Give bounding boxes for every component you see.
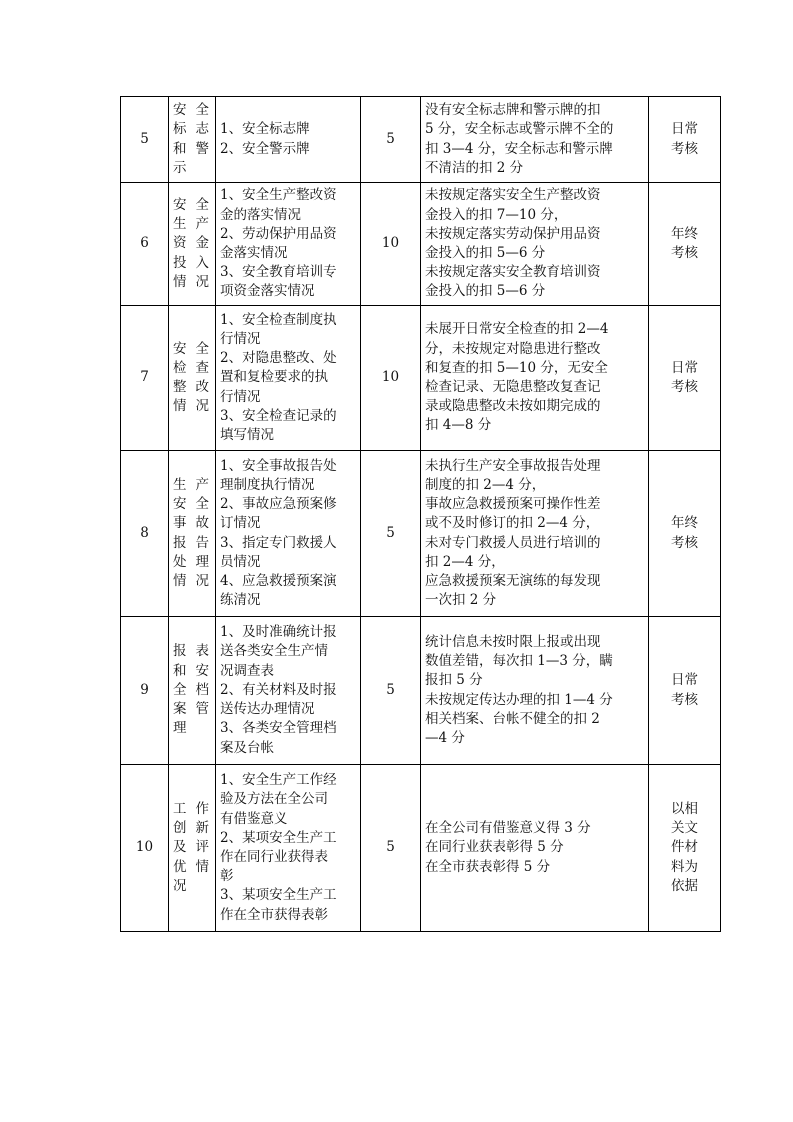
scoring-table [120, 96, 721, 932]
deduction-rule: 未按规定落实安全生产整改资 金投入的扣 7—10 分， 未按规定落实劳动保护用品资 金投入的扣 5—6 分 未按规定落实安全教育培训资 金投入的扣 5—6 分 [421, 183, 649, 306]
assessment-content: 1、安全检查制度执 行情况 2、对隐患整改、处 置和复检要求的执 行情况 3、安全检查记录的 填写情况 [216, 306, 361, 451]
assessment-method: 年终 考核 [649, 451, 721, 617]
assessment-content: 1、安全生产整改资 金的落实情况 2、劳动保护用品资 金落实情况 3、安全教育培训专 项资金落实情况 [216, 183, 361, 306]
assessment-content: 1、安全标志牌 2、安全警示牌 [216, 97, 361, 183]
score-value: 10 [361, 306, 421, 451]
assessment-method: 年终 考核 [649, 183, 721, 306]
assessment-item: 安全 标志 和警 示 [169, 97, 216, 183]
assessment-item: 工作 创新 及评 优情 况 [169, 765, 216, 932]
table-row [121, 765, 721, 932]
deduction-rule: 未执行生产安全事故报告处理 制度的扣 2—4 分， 事故应急救援预案可操作性差 或不及时修订的扣 2—4 分， 未对专门救援人员进行培训的 扣 2—4 分， 应急救援预案无演练的每发现 一次扣 2 分 [421, 451, 649, 617]
score-value: 10 [361, 183, 421, 306]
table-row [121, 617, 721, 765]
deduction-rule: 没有安全标志牌和警示牌的扣 5 分，安全标志或警示牌不全的 扣 3—4 分，安全标志和警示牌 不清洁的扣 2 分 [421, 97, 649, 183]
deduction-rule: 未展开日常安全检查的扣 2—4 分，未按规定对隐患进行整改 和复查的扣 5—10 分，无安全 检查记录、无隐患整改复查记 录或隐患整改未按如期完成的 扣 4—8 分 [421, 306, 649, 451]
assessment-content: 1、安全生产工作经 验及方法在全公司 有借鉴意义 2、某项安全生产工 作在同行业获得表 彰 3、某项安全生产工 作在全市获得表彰 [216, 765, 361, 932]
assessment-item: 安全 生产 资金 投入 情况 [169, 183, 216, 306]
score-value: 5 [361, 451, 421, 617]
assessment-content: 1、及时准确统计报 送各类安全生产情 况调查表 2、有关材料及时报 送传达办理情况 3、各类安全管理档 案及台帐 [216, 617, 361, 765]
score-value: 5 [361, 765, 421, 932]
row-number: 5 [121, 97, 169, 183]
assessment-item: 安全 检查 整改 情况 [169, 306, 216, 451]
assessment-content: 1、安全事故报告处 理制度执行情况 2、事故应急预案修 订情况 3、指定专门救援人 员情况 4、应急救援预案演 练清况 [216, 451, 361, 617]
table-row [121, 306, 721, 451]
row-number: 10 [121, 765, 169, 932]
score-value: 5 [361, 617, 421, 765]
table-row [121, 97, 721, 183]
assessment-method: 日常 考核 [649, 306, 721, 451]
assessment-item: 报表 和安 全档 案管 理 [169, 617, 216, 765]
row-number: 9 [121, 617, 169, 765]
table-row [121, 451, 721, 617]
assessment-method: 日常 考核 [649, 97, 721, 183]
deduction-rule: 统计信息未按时限上报或出现 数值差错，每次扣 1—3 分，瞒 报扣 5 分 未按规定传达办理的扣 1—4 分 相关档案、台帐不健全的扣 2 —4 分 [421, 617, 649, 765]
score-value: 5 [361, 97, 421, 183]
row-number: 6 [121, 183, 169, 306]
row-number: 8 [121, 451, 169, 617]
assessment-method: 日常 考核 [649, 617, 721, 765]
assessment-item: 生产 安全 事故 报告 处理 情况 [169, 451, 216, 617]
deduction-rule: 在全公司有借鉴意义得 3 分 在同行业获表彰得 5 分 在全市获表彰得 5 分 [421, 765, 649, 932]
row-number: 7 [121, 306, 169, 451]
table-row [121, 183, 721, 306]
assessment-method: 以相 关文 件材 料为 依据 [649, 765, 721, 932]
